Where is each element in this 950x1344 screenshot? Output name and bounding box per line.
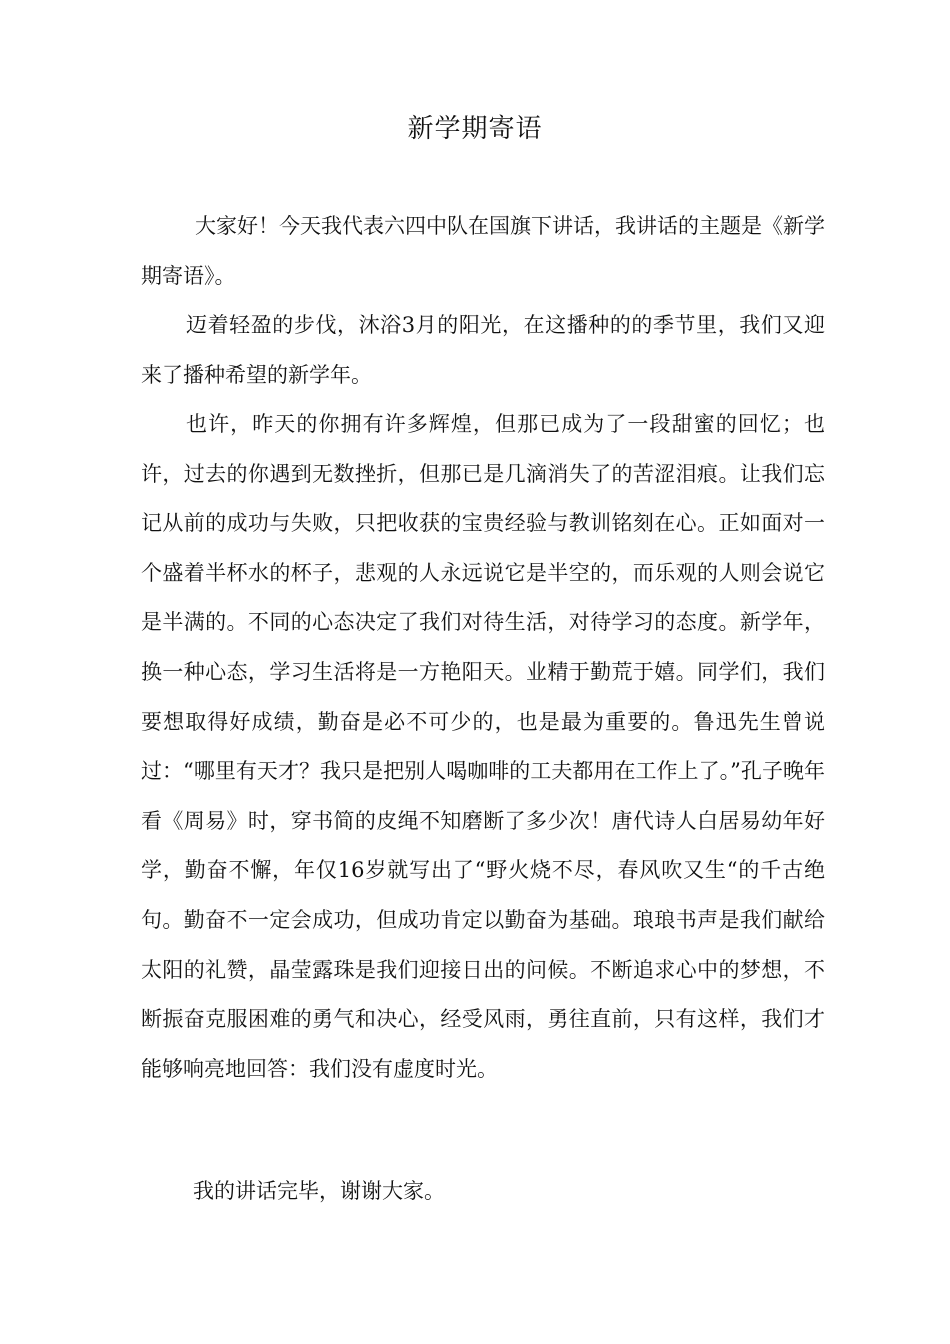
paragraph-text: 也许，昨天的你拥有许多辉煌，但那已成为了一段甜蜜的回忆；也许，过去的你遇到无数挫折，但那已是几滴消失了的苦涩泪痕。让我们忘记从前的成功与失败，只把收获的宝贵经验与教训铭刻在心。正如面对一个盛着半杯水的杯子，悲观的人永远说它是半空的，而乐观的人则会说它是半满的。不同的心态决定了我们对待生活，对待学习的态度。新学年，换一种心态，学习生活将是一方艳阳天。业精于勤荒于嬉。同学们，我们要想取得好成绩，勤奋是必不可少的，也是最为重要的。鲁迅先生曾说过：“哪里有天才？我只是把别人喝咖啡的工夫都用在工作上了。”孔子晚年看《周易》时，穿书简的皮绳不知磨断了多少次！唐代诗人白居易幼年好学，勤奋不懈，年仅16岁就写出了“野火烧不尽，春风吹又生“的千古绝句。勤奋不一定会成功，但成功肯定以勤奋为基础。琅琅书声是我们献给太阳的礼赞，晶莹露珠是我们迎接日出的问候。不断追求心中的梦想，不断振奋克服困难的勇气和决心，经受风雨，勇往直前，只有这样，我们才能够响亮地回答：我们没有虚度时光。 — [141, 412, 825, 1081]
paragraph-main — [141, 400, 825, 1094]
document-title: 新学期寄语 — [407, 114, 543, 144]
paragraph-text: 我的讲话完毕，谢谢大家。 — [193, 1179, 445, 1203]
paragraph-new-year — [141, 301, 825, 400]
paragraph-text: 大家好！今天我代表六四中队在国旗下讲话，我讲话的主题是《新学期寄语》。 — [141, 214, 825, 288]
paragraph-greeting — [141, 202, 825, 301]
paragraph-text: 迈着轻盈的步伐，沐浴3月的阳光，在这播种的的季节里，我们又迎来了播种希望的新学年。 — [141, 313, 825, 387]
paragraph-closing — [141, 1167, 825, 1217]
